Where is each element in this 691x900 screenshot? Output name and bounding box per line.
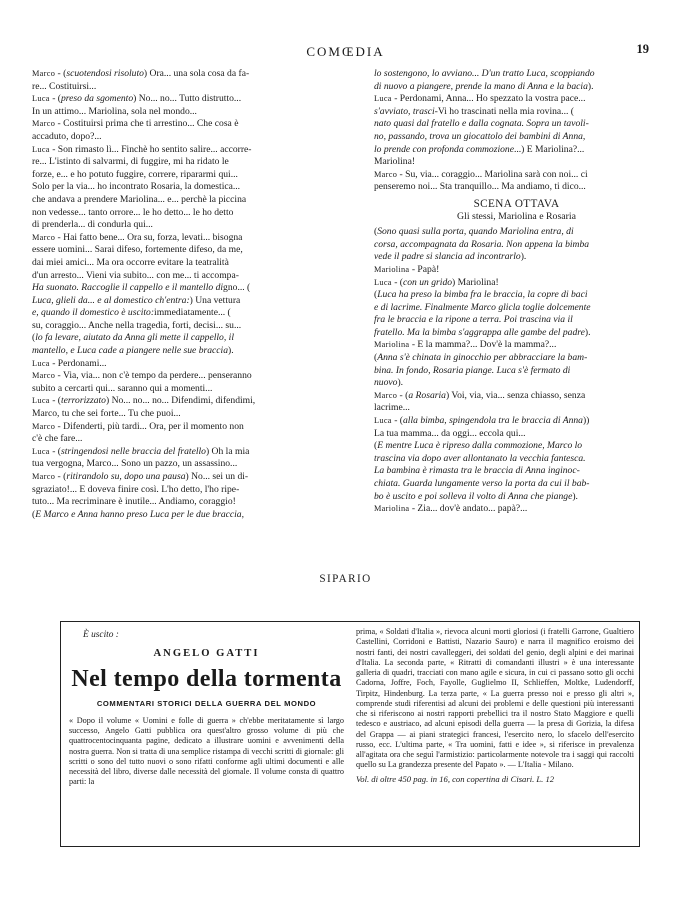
- line-text: ).: [584, 326, 591, 338]
- stage-direction: E Marco e Anna hanno preso Luca per le due braccia,: [35, 508, 245, 520]
- ad-right-column: [356, 627, 634, 785]
- text-line: [32, 484, 350, 497]
- stage-direction: vede il padre si slancia ad incontrarlo: [374, 251, 521, 263]
- line-text: Via, via... non c'è tempo da perdere... penseranno: [62, 370, 252, 382]
- text-line: [374, 352, 659, 365]
- text-line: [32, 270, 350, 283]
- stage-direction: alla bimba, spingendola tra le braccia di Anna: [403, 415, 583, 427]
- stage-direction: mantello, e Luca cade a piangere nelle sue braccia: [32, 345, 228, 357]
- left-column: [32, 68, 350, 521]
- speaker-name: Marco: [32, 119, 56, 129]
- line-text: non vedesse... tanto orrore... le ho detto... le ho detto: [32, 206, 234, 218]
- stage-direction: trascina via dopo aver allontanato la vecchia fantesca.: [374, 452, 586, 464]
- stage-direction: preso da sgomento: [61, 93, 134, 105]
- book-advertisement: [60, 621, 640, 847]
- line-text: Vi ho trascinati nella mia rovina... (: [437, 105, 574, 117]
- stage-direction: nuovo: [374, 377, 398, 389]
- stage-direction: stringendosi nelle braccia del fratello: [61, 445, 206, 457]
- ad-book-info: Vol. di oltre 450 pag. in 16, con copertina di Cisari. L. 12: [356, 773, 555, 784]
- text-line: [32, 345, 350, 358]
- stage-direction: E mentre Luca è ripreso dalla commozione, Marco lo: [377, 440, 583, 452]
- text-line: [32, 156, 350, 169]
- speaker-name: Luca: [374, 277, 392, 287]
- text-line: [374, 453, 659, 466]
- text-line: [32, 509, 350, 522]
- line-text: No... no... Tutto distrutto...: [136, 93, 242, 105]
- line-text: tua vergogna, Marco... Sono un pazzo, un assassino...: [32, 458, 238, 470]
- ad-author: ANGELO GATTI: [153, 648, 260, 659]
- speaker-name: Marco: [32, 371, 56, 381]
- dialogue-line: Marco - (scuotendosi risoluto) Ora... una sola cosa da fa-: [32, 68, 250, 79]
- stage-direction: ritirandolo su, dopo una pausa: [66, 471, 186, 482]
- text-line: [374, 81, 659, 94]
- text-line: [374, 377, 659, 390]
- text-line: [32, 433, 350, 446]
- text-line: [32, 458, 350, 471]
- curtain-label: SIPARIO: [319, 573, 372, 585]
- ad-left-column: [69, 630, 344, 787]
- dialogue-line: Luca - Perdonami...: [32, 357, 107, 369]
- line-text: Perdonami...: [57, 357, 107, 369]
- speaker-name: Marco: [32, 232, 56, 242]
- text-line: [32, 181, 350, 194]
- line-text: accaduto, dopo?...: [32, 130, 102, 142]
- dialogue-line: Marco - Hai fatto bene... Ora su, forza, levati... bisogna: [32, 231, 243, 243]
- line-text: ).: [587, 80, 594, 92]
- line-text: gno... (: [223, 282, 251, 294]
- line-text: subito a cercarti qui... saranno qui a momenti...: [32, 382, 213, 394]
- stage-direction: e, quando il domestico è uscito:: [32, 307, 155, 319]
- text-line: [32, 194, 350, 207]
- stage-direction: bo è uscito e poi solleva il volto di Anna che piange: [374, 490, 573, 502]
- text-line: [32, 106, 350, 119]
- line-text: No... no... no... Difendimi, difendimi,: [109, 395, 256, 407]
- line-text: che andava a prendere Mariolina... e... perchè la piccina: [32, 193, 247, 205]
- speaker-name: Luca: [32, 396, 50, 406]
- stage-direction: Ha suonato. Raccoglie il cappello e il mantello di: [32, 282, 224, 294]
- line-text: (: [374, 226, 378, 238]
- line-text: E la mamma?... Dov'è la mamma?...: [417, 339, 557, 351]
- speaker-name: Luca: [32, 358, 50, 368]
- line-text: (: [32, 332, 36, 344]
- ad-book-title: Nel tempo della tormenta: [71, 666, 342, 692]
- ad-subtitle: COMMENTARI STORICI DELLA GUERRA DEL MONDO: [96, 699, 317, 708]
- dialogue-line: Luca - (preso da sgomento) No... no... Tutto distrutto...: [32, 93, 242, 105]
- text-line: [32, 257, 350, 270]
- text-line: [32, 320, 350, 333]
- speaker-name: Luca: [374, 416, 392, 426]
- text-line: [32, 207, 350, 220]
- line-text: ).: [397, 377, 404, 389]
- text-line: [374, 226, 659, 239]
- line-text: d'un arresto... Vieni via subito... con me... ti accompa-: [32, 269, 239, 281]
- line-text: Hai fatto bene... Ora su, forza, levati... bisogna: [63, 231, 243, 243]
- line-text: ...) E Mariolina?...: [513, 143, 585, 155]
- line-text: (: [374, 289, 378, 301]
- stage-direction: fratello. Ma la bimba s'aggrappa alle gambe del padre: [374, 326, 585, 338]
- speaker-name: Luca: [32, 144, 50, 154]
- dialogue-line: Marco - (ritirandolo su, dopo una pausa) No... sei un di-: [32, 471, 249, 482]
- stage-direction: e di lacrime. Finalmente Marco glicla toglie dolcemente: [374, 301, 591, 313]
- line-text: Su, via... coraggio... Mariolina sarà con noi... ci: [405, 168, 588, 180]
- stage-direction: a Rosaria: [408, 389, 446, 401]
- line-text: Solo per la via... ho incontrato Rosaria, la domestica...: [32, 181, 241, 193]
- dialogue-line: Luca - (alla bimba, spingendola tra le braccia di Anna)): [374, 415, 590, 427]
- text-line: [32, 408, 350, 421]
- text-line: [32, 81, 350, 94]
- text-line: [374, 118, 659, 131]
- dialogue-line: Mariolina - E la mamma?... Dov'è la mamma?...: [374, 339, 557, 351]
- text-line: [374, 251, 659, 264]
- line-text: c'è che fare...: [32, 433, 83, 445]
- text-line: [374, 440, 659, 453]
- dialogue-line: Luca - (stringendosi nelle braccia del fratello) Oh la mia: [32, 445, 250, 457]
- stage-direction: Luca, glieli da... e al domestico ch'entra:: [32, 294, 190, 306]
- line-text: re... Costituirsi...: [32, 80, 97, 92]
- speaker-name: Mariolina: [374, 264, 410, 274]
- text-line: [32, 282, 350, 295]
- dialogue-line: Luca - Perdonami, Anna... Ho spezzato la vostra pace...: [374, 93, 586, 105]
- stage-direction: lo fa levare, aiutato da Anna gli mette il cappello, il: [35, 332, 234, 344]
- text-line: [374, 239, 659, 252]
- dialogue-line: Marco - (a Rosaria) Voi, via, via... senza chiasso, senza: [374, 389, 586, 401]
- text-line: [32, 219, 350, 232]
- stage-direction: nato quasi dal fratello e dalla cognata. Sopra un tavoli-: [374, 118, 589, 130]
- dialogue-line: Mariolina - Papà!: [374, 263, 440, 275]
- dialogue-line: Luca - Son rimasto lì... Finchè ho sentito salire... accorre-: [32, 143, 252, 155]
- line-text: (: [32, 508, 36, 520]
- dialogue-line: Marco - Su, via... coraggio... Mariolina sarà con noi... ci: [374, 168, 588, 180]
- dialogue-line: Luca - (con un grido) Mariolina!: [374, 276, 499, 288]
- line-text: Difenderti, più tardi... Ora, per il momento non: [63, 420, 244, 432]
- dialogue-line: Luca - (terrorizzato) No... no... no... Difendimi, difendimi,: [32, 395, 256, 407]
- speaker-name: Marco: [32, 69, 56, 78]
- text-line: [374, 181, 659, 194]
- stage-direction: no, passando, trova un giocattolo dei bambini di Anna,: [374, 130, 586, 142]
- ad-description-right: prima, « Soldati d'Italia », rievoca alcuni morti gloriosi (i fratelli Garrone, Gualtiero Castellini, Corridoni e Battisti, Nazario Sauro) e narra il magnifico eroismo dei nostri fanti, dei nostri cavalleggeri, dei soldati del genio, degli alpini e dei marinai d'Italia. La seconda parte, « Ritratti di comandanti illustri » è una interessante galleria di quadri, tracciati con mano agile e sicura, in cui ci passano sotto gli occhi Cadorna, Joffre, Foch, Fayolle, Guglielmo II, Schlieffen, Moltke, Ludendorff, Tirpitz, Hindenburg. La terza parte, « La guerra presso noi e presso gli altri », comprende studi riferentisi ad alcuni dei problemi e delle questioni più interessanti che si riferiscono ai nostri rapporti prebellici tra il nostro Stato Maggiore e quelli tedesco e austriaco, ad alcuni episodi della guerra — la presa di Gorizia, la difesa del Grappa — ai piani strategici francesi, l'esercito nero, lo sfacelo dell'esercito russo, ecc. L'ultima parte, « Tra uomini, fatti e idee », si riferisce in prevalenza all'agitata ora che seguì l'armistizio: particolarmente notevole tra i saggi qui raccolti quello su La grandezza presente del Papato ». — L'Italia - Milano.: [356, 627, 634, 770]
- line-text: essere uomini... Sarai difeso, fortemente difeso, da me,: [32, 244, 243, 256]
- stage-direction: Luca ha preso la bimba fra le braccia, la copre di baci: [377, 289, 588, 301]
- line-text: forze, e... e ho potuto fuggire, correre, ripararmi qui...: [32, 168, 238, 180]
- speaker-name: Mariolina: [374, 504, 410, 514]
- line-text: sgraziato!... E doveva finire così. L'ho detto, l'ho ripe-: [32, 483, 240, 495]
- line-text: Son rimasto lì... Finchè ho sentito salire... accorre-: [57, 143, 252, 155]
- text-line: [32, 169, 350, 182]
- text-line: [374, 156, 659, 169]
- ad-description-left: « Dopo il volume « Uomini e folle di guerra » ch'ebbe meritatamente sì largo successo, Angelo Gatti pubblica ora quest'altro grosso volume di più che quattrocentocinquanta pagine, dedicato a illustrare uomini e avvenimenti della nostra guerra. Non si tratta di una semplice ristampa di vecchi scritti di giornale: gli scritti o sono del tutto nuovi o sono rifatti conforme agli ultimi documenti e alle necessità del libro, diverse dalle necessità del giornale. Il volume consta di quattro parti: la: [69, 716, 344, 787]
- line-text: ).: [572, 490, 578, 502]
- line-text: dai miei amici... Ma ora occorre evitare la teatralità: [32, 256, 229, 268]
- dialogue-line: Mariolina - Zia... dov'è andato... papà?...: [374, 503, 528, 515]
- stage-direction: chiata. Guarda lungamente verso la porta da cui il bab-: [374, 478, 590, 489]
- stage-direction: lo sostengono, lo avviano... D'un tratto Luca, scoppiando: [374, 68, 595, 79]
- line-text: su, coraggio... Anche nella tragedia, forti, decisi... su...: [32, 319, 242, 331]
- text-line: [374, 402, 659, 415]
- line-text: Costituirsi prima che ti arrestino... Che cosa è: [63, 118, 239, 130]
- text-line: [32, 131, 350, 144]
- stage-direction: s'avviato, trasci-: [374, 105, 438, 117]
- text-line: [374, 68, 659, 81]
- text-line: [374, 465, 659, 478]
- line-text: (: [374, 352, 378, 364]
- line-text: La tua mamma... da oggi... eccola qui...: [374, 427, 526, 439]
- speaker-name: Mariolina: [374, 340, 410, 350]
- line-text: immediatamente... (: [154, 307, 231, 319]
- speaker-name: Marco: [374, 390, 398, 400]
- line-text: lacrime...: [374, 402, 410, 414]
- page-number: 19: [636, 42, 649, 56]
- line-text: Marco, tu che sei forte... Tu che puoi...: [32, 408, 181, 420]
- stage-direction: bina. In fondo, Rosaria piange. Luca s'è fermato di: [374, 364, 571, 376]
- line-text: ).: [520, 251, 527, 263]
- line-text: No... sei un di-: [188, 471, 249, 482]
- stage-direction: di nuovo a piangere, prende la mano di Anna e la bacia: [374, 80, 588, 92]
- line-text: ).: [228, 345, 234, 357]
- stage-direction: con un grido: [403, 276, 453, 288]
- text-line: [32, 295, 350, 308]
- right-column: [374, 68, 659, 516]
- line-text: (: [374, 440, 378, 452]
- speaker-name: Marco: [32, 472, 56, 481]
- journal-title: COMŒDIA: [306, 44, 385, 59]
- text-line: [374, 365, 659, 378]
- line-text: tuto... Ma recriminare è inutile... Andiamo, coraggio!: [32, 496, 236, 508]
- text-line: [32, 496, 350, 509]
- stage-direction: Sono quasi sulla porta, quando Mariolina entra, di: [377, 226, 574, 238]
- line-text: Oh la mia: [209, 445, 250, 457]
- line-text: Mariolina!: [455, 276, 499, 288]
- text-line: [374, 428, 659, 441]
- text-line: [374, 131, 659, 144]
- line-text: di prenderla... di condurla qui...: [32, 219, 153, 231]
- speaker-name: Marco: [374, 169, 398, 179]
- scene-characters: Gli stessi, Mariolina e Rosaria: [457, 210, 576, 222]
- text-line: [32, 383, 350, 396]
- line-text: Perdonami, Anna... Ho spezzato la vostra pace...: [399, 93, 586, 105]
- text-line: [32, 307, 350, 320]
- line-text: Papà!: [417, 263, 440, 275]
- line-text: Voi, via, via... senza chiasso, senza: [449, 389, 586, 401]
- line-text: In un attimo... Mariolina, sola nel mondo...: [32, 105, 197, 117]
- line-text: penseremo noi... Sta tranquillo... Ma andiamo, ti dico...: [374, 181, 586, 193]
- stage-direction: scuotendosi risoluto: [66, 68, 144, 79]
- scene-heading: SCENA OTTAVA: [473, 197, 560, 210]
- dialogue-line: Marco - Costituirsi prima che ti arrestino... Che cosa è: [32, 118, 239, 130]
- speaker-name: Luca: [374, 94, 392, 104]
- stage-direction: corsa, accompagnata da Rosaria. Non appena la bimba: [374, 238, 590, 250]
- dialogue-line: Marco - Via, via... non c'è tempo da perdere... penseranno: [32, 370, 252, 382]
- stage-direction: Anna s'è chinata in ginocchio per abbracciare la bam-: [377, 352, 588, 364]
- text-line: [374, 289, 659, 302]
- stage-direction: terrorizzato: [61, 395, 106, 407]
- stage-direction: La bambina è rimasta tra le braccia di Anna inginoc-: [374, 465, 580, 477]
- text-line: [374, 327, 659, 340]
- text-line: [374, 106, 659, 119]
- line-text: ) Una vettura: [189, 294, 241, 306]
- stage-direction: fra le braccia e la ripone a terra. Poi trascina via il: [374, 314, 573, 326]
- text-line: [32, 244, 350, 257]
- text-line: [374, 478, 659, 491]
- text-line: [374, 302, 659, 315]
- text-line: [374, 144, 659, 157]
- text-line: [374, 314, 659, 327]
- stage-direction: lo prende con profonda commozione: [374, 143, 514, 155]
- speaker-name: Luca: [32, 94, 50, 104]
- text-line: [374, 491, 659, 504]
- speaker-name: Marco: [32, 421, 56, 431]
- line-text: re... L'istinto di salvarmi, di fuggire, mi ha ridato le: [32, 156, 229, 168]
- line-text: Ora... una sola cosa da fa-: [147, 68, 250, 79]
- line-text: ): [586, 415, 590, 427]
- line-text: Zia... dov'è andato... papà?...: [417, 503, 528, 515]
- ad-announcement: È uscito :: [83, 630, 119, 640]
- speaker-name: Luca: [32, 446, 50, 456]
- dialogue-line: Marco - Difenderti, più tardi... Ora, per il momento non: [32, 420, 244, 432]
- line-text: Mariolina!: [374, 156, 416, 168]
- text-line: [32, 332, 350, 345]
